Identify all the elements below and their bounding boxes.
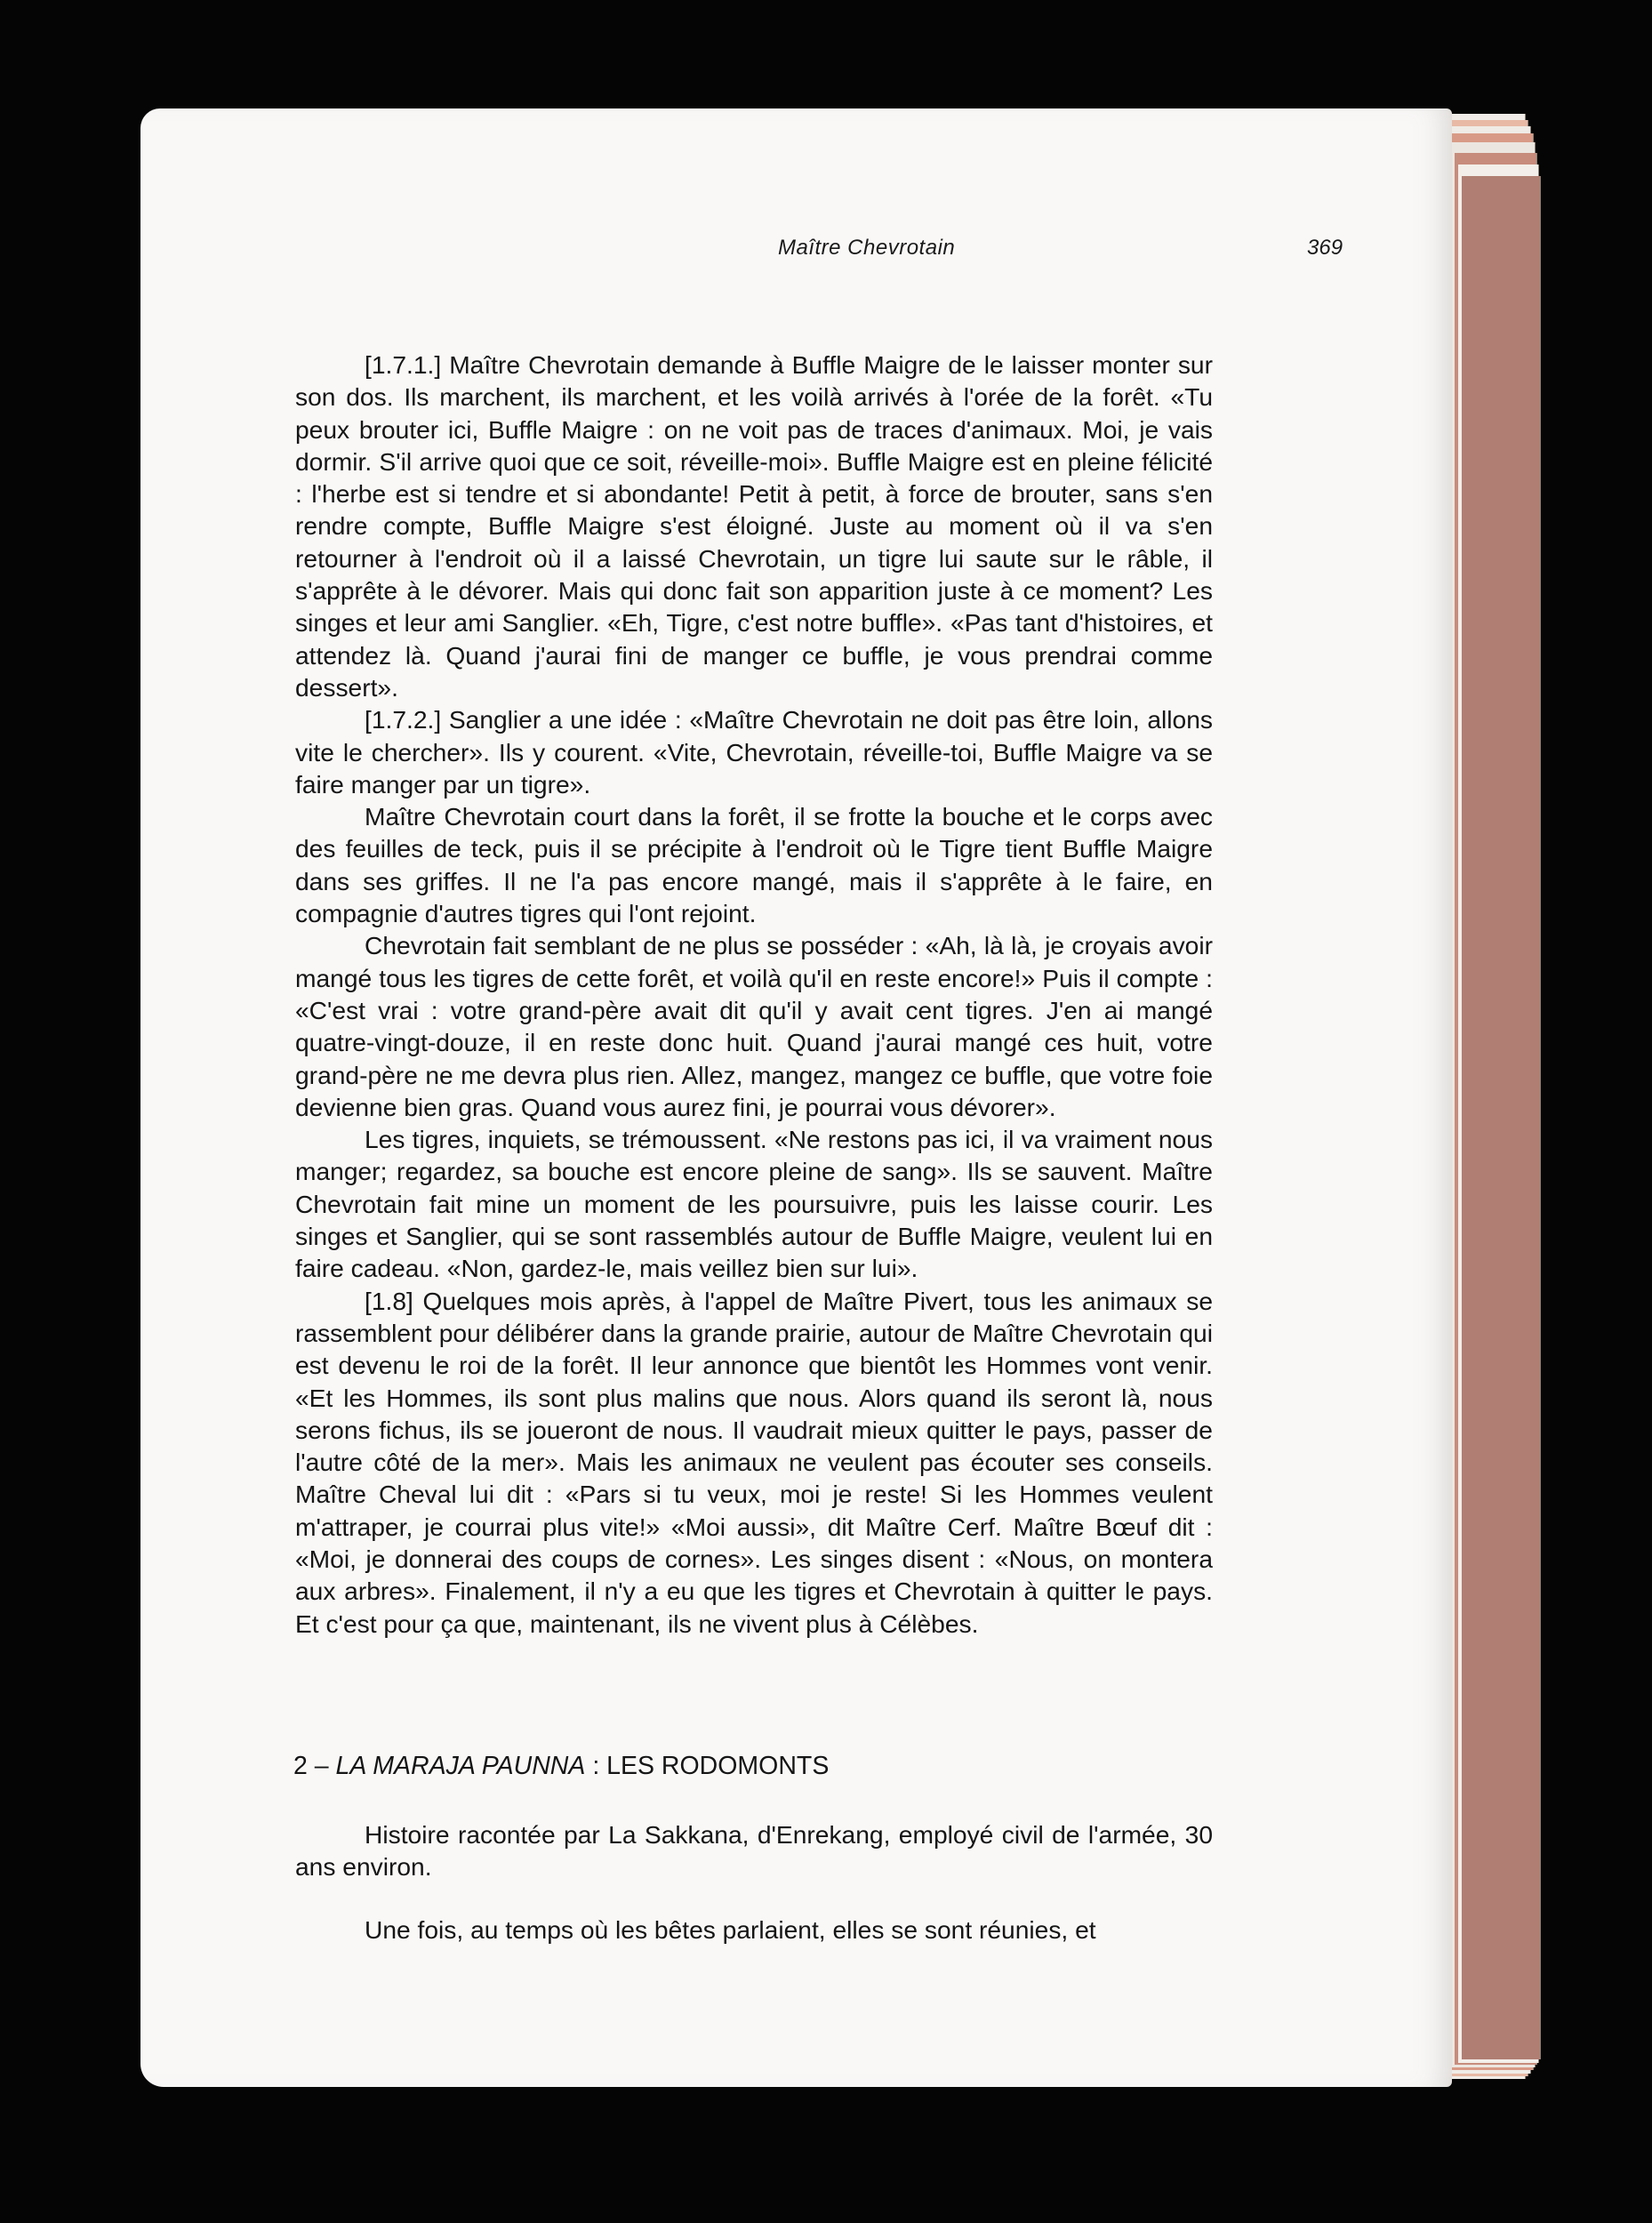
paragraph: Chevrotain fait semblant de ne plus se posséder : «Ah, là là, je croyais avoir mangé tous les tigres de cette forêt, et voilà qu'il en reste encore!» Puis il compte : «C'est vrai : votre grand-père avait dit qu'il y avait cent tigres. J'en ai mangé quatre-vingt-douze, il en reste donc huit. Quand j'aurai mangé ces huit, votre grand-père ne me devra plus rien. Allez, mangez, mangez ce buffle, que votre foie devienne bien gras. Quand vous aurez fini, je pourrai vous dévorer». <box>295 931 1213 1121</box>
paragraph: [1.8] Quelques mois après, à l'appel de Maître Pivert, tous les animaux se rassemblent pour délibérer dans la grande prairie, autour de Maître Chevrotain qui est devenu le roi de la forêt. Il leur annonce que bientôt les Hommes vont venir. «Et les Hommes, ils sont plus malins que nous. Alors quand ils seront là, nous serons fichus, ils se joueront de nous. Il vaudrait mieux quitter le pays, passer de l'autre côté de la mer». Mais les animaux ne veulent pas écouter ses conseils. Maître Cheval lui dit : «Pars si tu veux, moi je reste! Si les Hommes veulent m'attraper, je courrai plus vite!» «Moi aussi», dit Maître Cerf. Maître Bœuf dit : «Moi, je donnerai des coups de cornes». Les singes disent : «Nous, on montera aux arbres». Finalement, il n'y a eu que les tigres et Chevrotain à quitter le pays. Et c'est pour ça que, maintenant, ils ne vivent plus à Célèbes. <box>295 1286 1213 1638</box>
page-edge <box>1462 176 1541 2059</box>
section-body <box>295 1818 1213 1992</box>
paragraph: [1.7.2.] Sanglier a une idée : «Maître Chevrotain ne doit pas être loin, allons vite le chercher». Ils y courent. «Vite, Chevrotain, réveille-toi, Buffle Maigre va se faire manger par un tigre». <box>295 705 1213 799</box>
paragraph: Maître Chevrotain court dans la forêt, il se frotte la bouche et le corps avec des feuilles de teck, puis il se précipite à l'endroit où le Tigre tient Buffle Maigre dans ses griffes. Il ne l'a pas encore mangé, mais il s'apprête à le faire, en compagnie d'autres tigres qui l'ont rejoint. <box>295 802 1213 928</box>
page-header <box>140 236 1452 271</box>
section-number: 2 – <box>293 1752 329 1780</box>
section-subtitle: : LES RODOMONTS <box>592 1752 830 1780</box>
paragraph: Les tigres, inquiets, se trémoussent. «Ne restons pas ici, il va vraiment nous manger; regardez, sa bouche est encore pleine de sang». Ils se sauvent. Maître Chevrotain fait mine un moment de les poursuivre, puis les laisse courir. Les singes et Sanglier, qui se sont rassemblés autour de Buffle Maigre, veulent lui en faire cadeau. «Non, gardez-le, mais veillez bien sur lui». <box>295 1125 1213 1283</box>
section-heading <box>293 1752 1218 1781</box>
body-text <box>295 349 1213 1640</box>
source-note: Histoire racontée par La Sakkana, d'Enrekang, employé civil de l'armée, 30 ans environ. <box>295 1820 1213 1882</box>
paragraph: [1.7.1.] Maître Chevrotain demande à Buffle Maigre de le laisser monter sur son dos. Ils marchent, ils marchent, et les voilà arrivés à l'orée de la forêt. «Tu peux brouter ici, Buffle Maigre : on ne voit pas de traces d'animaux. Moi, je vais dormir. S'il arrive quoi que ce soit, réveille-moi». Buffle Maigre est en pleine félicité : l'herbe est si tendre et si abondante! Petit à petit, à force de brouter, sans s'en rendre compte, Buffle Maigre s'est éloigné. Juste au moment où il va s'en retourner à l'endroit où il a laissé Chevrotain, un tigre lui saute sur le râble, il s'apprête à le dévorer. Mais qui donc fait son apparition juste à ce moment? Les singes et leur ami Sanglier. «Eh, Tigre, c'est notre buffle». «Pas tant d'histoires, et attendez là. Quand j'aurai fini de manger ce buffle, je vous prendrai comme dessert». <box>295 350 1213 702</box>
opening-paragraph: Une fois, au temps où les bêtes parlaient, elles se sont réunies, et <box>365 1914 1096 1944</box>
page-number: 369 <box>1307 236 1343 260</box>
running-title: Maître Chevrotain <box>778 236 956 260</box>
section-title: LA MARAJA PAUNNA <box>335 1752 586 1780</box>
